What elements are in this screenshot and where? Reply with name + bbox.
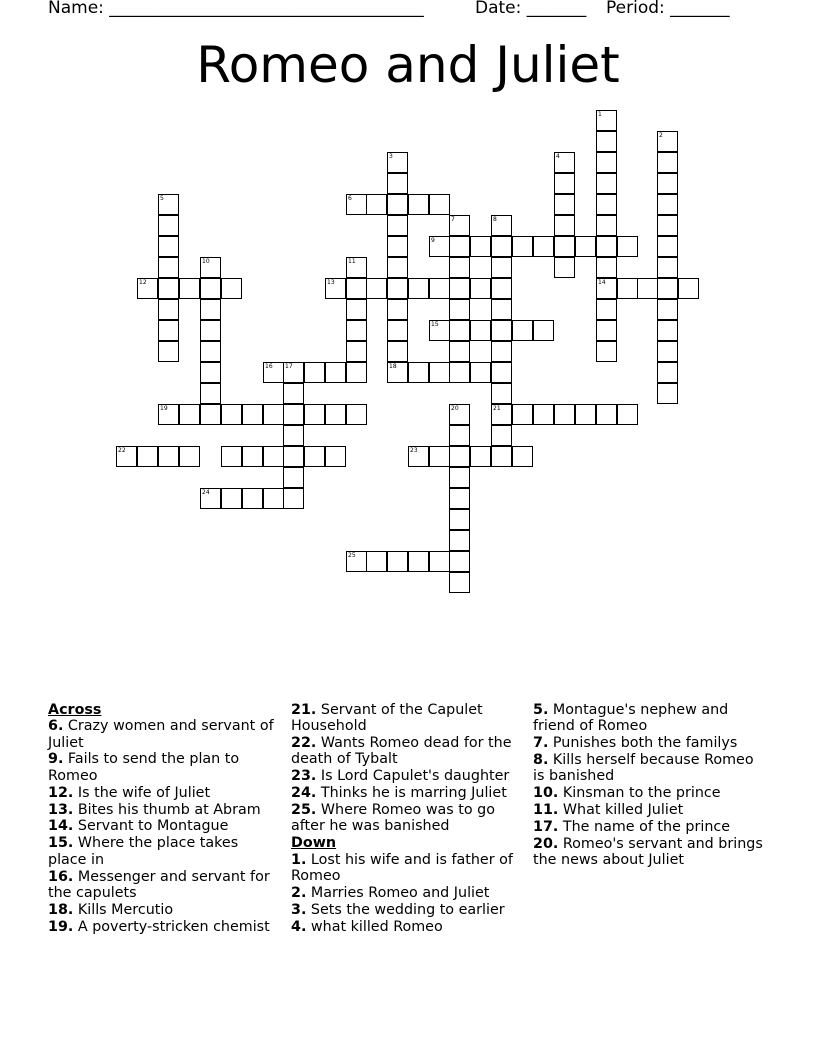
grid-cell[interactable] [263,404,284,425]
clue-number: 1. [291,851,307,868]
clue-number: 14. [48,818,74,835]
grid-cell[interactable] [491,341,512,362]
clue-number: 2. [291,884,307,901]
grid-cell[interactable] [221,446,242,467]
grid-cell[interactable] [596,404,617,425]
clue-item [48,902,280,918]
grid-cell[interactable] [449,572,470,593]
clue-number: 12. [48,784,74,801]
clue-item [291,735,523,768]
clue-item [48,835,280,868]
grid-cell[interactable] [366,278,387,299]
grid-cell[interactable] [325,404,346,425]
grid-cell[interactable] [554,173,575,194]
clue-number: 17. [533,819,559,836]
clue-item [48,802,280,818]
clue-item [48,919,280,935]
grid-cell[interactable] [283,446,304,467]
grid-cell[interactable] [470,446,491,467]
grid-cell[interactable] [200,299,221,320]
grid-cell[interactable] [449,236,470,257]
grid-cell[interactable] [491,425,512,446]
grid-cell[interactable] [429,278,450,299]
clue-number-label: 3 [389,153,393,160]
clue-text: Crazy women and servant of Juliet [48,718,274,751]
clue-text: Fails to send the plan to Romeo [48,751,240,784]
grid-cell[interactable] [283,404,304,425]
grid-cell[interactable] [408,278,429,299]
clue-number-label: 13 [327,279,335,286]
clue-text: Kills Mercutio [73,901,174,918]
grid-cell[interactable] [470,236,491,257]
grid-cell[interactable] [200,278,221,299]
clue-item [533,752,765,785]
clue-number: 24. [291,785,317,802]
clue-text: Messenger and servant for the capulets [48,868,270,901]
clue-text: Is Lord Capulet's daughter [316,768,510,785]
grid-cell[interactable] [657,320,678,341]
grid-cell[interactable] [304,362,325,383]
clue-item [48,785,280,801]
grid-cell[interactable] [470,362,491,383]
clue-number: 4. [291,918,307,935]
grid-cell[interactable] [512,320,533,341]
grid-cell[interactable] [657,152,678,173]
clue-text: The name of the prince [558,819,731,836]
clue-number: 9. [48,751,64,768]
grid-cell[interactable] [325,446,346,467]
grid-cell[interactable] [179,278,200,299]
clue-number: 23. [291,768,317,785]
grid-cell[interactable] [554,215,575,236]
grid-cell[interactable] [657,299,678,320]
grid-cell[interactable] [221,404,242,425]
grid-cell[interactable] [158,320,179,341]
grid-cell[interactable] [533,236,554,257]
grid-cell[interactable] [304,404,325,425]
grid-cell[interactable] [575,404,596,425]
clue-text: Where the place takes place in [48,835,239,868]
down-clue-list-continued [533,702,765,869]
clue-text: Punishes both the familys [548,735,738,752]
grid-cell[interactable] [221,488,242,509]
clue-text: Where Romeo was to go after he was banished [291,802,495,835]
page-title: Romeo and Juliet [196,36,620,94]
grid-cell[interactable] [449,299,470,320]
grid-cell[interactable] [200,404,221,425]
clue-item [48,869,280,902]
grid-cell[interactable] [596,152,617,173]
grid-cell[interactable] [449,320,470,341]
clue-text: Lost his wife and is father of Romeo [291,851,513,884]
grid-cell[interactable] [657,194,678,215]
clue-text: Marries Romeo and Juliet [306,884,490,901]
clue-number: 6. [48,718,64,735]
grid-cell[interactable] [200,383,221,404]
clue-number-label: 24 [202,489,210,496]
clue-text: Servant of the Capulet Household [291,702,483,735]
grid-cell[interactable] [283,425,304,446]
clue-item [291,768,523,784]
clue-number: 16. [48,868,74,885]
grid-cell[interactable] [657,215,678,236]
grid-cell[interactable] [158,215,179,236]
grid-cell[interactable] [429,446,450,467]
clue-text: Is the wife of Juliet [73,784,211,801]
grid-cell[interactable] [449,362,470,383]
clue-number-label: 8 [493,216,497,223]
clue-number: 20. [533,835,559,852]
name-field[interactable]: Name: _____________________________________ [48,0,424,18]
grid-cell[interactable] [449,530,470,551]
grid-cell[interactable] [200,362,221,383]
clue-item [533,785,765,801]
grid-cell[interactable] [283,383,304,404]
grid-cell[interactable] [657,341,678,362]
clue-number-label: 19 [160,405,168,412]
grid-cell[interactable] [242,446,263,467]
grid-cell[interactable] [596,257,617,278]
clue-item [48,818,280,834]
grid-cell[interactable] [283,488,304,509]
clue-item [533,802,765,818]
clues-column-2 [291,702,523,936]
grid-cell[interactable] [491,320,512,341]
clue-number-label: 23 [410,447,418,454]
grid-cell[interactable] [657,362,678,383]
grid-cell[interactable] [491,383,512,404]
grid-cell[interactable] [283,467,304,488]
clue-text: Bites his thumb at Abram [73,801,261,818]
clue-number-label: 7 [451,216,455,223]
clue-text: Servant to Montague [73,818,229,835]
grid-cell[interactable] [657,257,678,278]
clue-item [291,885,523,901]
grid-cell[interactable] [263,446,284,467]
grid-cell[interactable] [387,257,408,278]
clue-item [291,902,523,918]
grid-cell[interactable] [512,404,533,425]
grid-cell[interactable] [470,320,491,341]
across-clue-list-continued [291,702,523,835]
clue-number-label: 17 [285,363,293,370]
clue-number-label: 1 [598,111,602,118]
clue-number: 21. [291,702,317,718]
grid-cell[interactable] [554,257,575,278]
clue-item [291,702,523,735]
grid-cell[interactable] [200,320,221,341]
clue-item [291,852,523,885]
clue-number-label: 18 [389,363,397,370]
grid-cell[interactable] [387,236,408,257]
grid-cell[interactable] [387,215,408,236]
grid-cell[interactable] [657,236,678,257]
grid-cell[interactable] [429,362,450,383]
period-field[interactable]: Period: _______ [606,0,730,18]
clue-number: 5. [533,702,549,718]
clue-number-label: 21 [493,405,501,412]
grid-cell[interactable] [491,362,512,383]
clue-number-label: 11 [348,258,356,265]
grid-cell[interactable] [158,341,179,362]
grid-cell[interactable] [449,467,470,488]
grid-cell[interactable] [387,320,408,341]
grid-cell[interactable] [617,236,638,257]
grid-cell[interactable] [449,278,470,299]
clue-number-label: 5 [160,195,164,202]
grid-cell[interactable] [657,173,678,194]
grid-cell[interactable] [408,362,429,383]
clue-number: 8. [533,752,549,769]
grid-cell[interactable] [158,257,179,278]
grid-cell[interactable] [346,362,367,383]
clue-text: Romeo's servant and brings the news about Juliet [533,835,763,869]
clue-item [48,718,280,751]
grid-cell[interactable] [346,320,367,341]
grid-cell[interactable] [221,278,242,299]
grid-cell[interactable] [158,236,179,257]
clue-number-label: 12 [139,279,147,286]
clue-number-label: 25 [348,552,356,559]
clue-item [533,702,765,735]
grid-cell[interactable] [617,278,638,299]
grid-cell[interactable] [304,446,325,467]
grid-cell[interactable] [657,383,678,404]
clue-item [48,751,280,784]
grid-cell[interactable] [366,551,387,572]
clue-text: what killed Romeo [306,918,443,935]
grid-cell[interactable] [429,194,450,215]
clue-number-label: 15 [431,321,439,328]
grid-cell[interactable] [596,131,617,152]
grid-cell[interactable] [449,446,470,467]
grid-cell[interactable] [596,173,617,194]
grid-cell[interactable] [575,236,596,257]
clue-item [291,785,523,801]
grid-cell[interactable] [200,341,221,362]
grid-cell[interactable] [554,194,575,215]
clue-text: Thinks he is marring Juliet [316,785,507,802]
grid-cell[interactable] [366,194,387,215]
grid-cell[interactable] [596,194,617,215]
grid-cell[interactable] [242,488,263,509]
clues-column-1 [48,702,280,936]
grid-cell[interactable] [158,299,179,320]
grid-cell[interactable] [512,236,533,257]
grid-cell[interactable] [408,194,429,215]
clue-number-label: 4 [556,153,560,160]
clue-number-label: 6 [348,195,352,202]
clue-number-label: 10 [202,258,210,265]
grid-cell[interactable] [596,341,617,362]
grid-cell[interactable] [449,425,470,446]
clues-column-3 [533,702,765,869]
grid-cell[interactable] [137,446,158,467]
grid-cell[interactable] [491,446,512,467]
clue-number: 19. [48,918,74,935]
grid-cell[interactable] [242,404,263,425]
across-clue-list [48,718,280,935]
clue-text: A poverty-stricken chemist [73,918,270,935]
grid-cell[interactable] [449,509,470,530]
grid-cell[interactable] [429,551,450,572]
grid-cell[interactable] [491,257,512,278]
grid-cell[interactable] [179,404,200,425]
grid-cell[interactable] [491,299,512,320]
grid-cell[interactable] [346,299,367,320]
grid-cell[interactable] [158,446,179,467]
grid-cell[interactable] [512,446,533,467]
clue-number: 3. [291,901,307,918]
grid-cell[interactable] [637,278,658,299]
grid-cell[interactable] [387,278,408,299]
grid-cell[interactable] [491,236,512,257]
clue-text: Montague's nephew and friend of Romeo [533,702,729,735]
clue-item [533,836,765,869]
grid-cell[interactable] [387,173,408,194]
clue-item [533,819,765,835]
grid-cell[interactable] [596,215,617,236]
grid-cell[interactable] [491,278,512,299]
grid-cell[interactable] [470,278,491,299]
grid-cell[interactable] [158,278,179,299]
grid-cell[interactable] [533,320,554,341]
clue-number: 10. [533,785,559,802]
clue-number-label: 9 [431,237,435,244]
clue-text: What killed Juliet [558,802,684,819]
date-field[interactable]: Date: _______ [475,0,587,18]
grid-cell[interactable] [554,404,575,425]
clue-number-label: 2 [659,132,663,139]
clue-number-label: 16 [265,363,273,370]
grid-cell[interactable] [179,446,200,467]
grid-cell[interactable] [449,551,470,572]
clue-number-label: 14 [598,279,606,286]
clue-number: 15. [48,835,74,852]
grid-cell[interactable] [657,278,678,299]
grid-cell[interactable] [346,278,367,299]
clue-number: 13. [48,801,74,818]
clue-text: Kills herself because Romeo is banished [533,752,754,785]
clue-number: 22. [291,735,317,752]
clue-number: 7. [533,735,549,752]
clue-number-label: 22 [118,447,126,454]
clue-number: 18. [48,901,74,918]
across-heading: Across [48,702,102,718]
grid-cell[interactable] [408,551,429,572]
grid-cell[interactable] [325,362,346,383]
grid-cell[interactable] [596,236,617,257]
grid-cell[interactable] [387,341,408,362]
grid-cell[interactable] [449,341,470,362]
clue-text: Wants Romeo dead for the death of Tybalt [291,735,512,768]
grid-cell[interactable] [263,488,284,509]
grid-cell[interactable] [533,404,554,425]
grid-cell[interactable] [346,341,367,362]
grid-cell[interactable] [596,320,617,341]
clue-text: Sets the wedding to earlier [306,901,505,918]
grid-cell[interactable] [596,299,617,320]
clue-text: Kinsman to the prince [558,785,721,802]
clue-number: 11. [533,802,559,819]
clue-number-label: 20 [451,405,459,412]
grid-cell[interactable] [449,488,470,509]
clue-item [533,735,765,751]
clue-item [291,802,523,835]
clue-item [291,919,523,935]
grid-cell[interactable] [617,404,638,425]
grid-cell[interactable] [387,194,408,215]
down-heading: Down [291,835,337,852]
grid-cell[interactable] [554,236,575,257]
grid-cell[interactable] [387,551,408,572]
clue-number: 25. [291,802,317,819]
grid-cell[interactable] [387,299,408,320]
grid-cell[interactable] [449,257,470,278]
down-clue-list [291,852,523,935]
grid-cell[interactable] [346,404,367,425]
grid-cell[interactable] [678,278,699,299]
